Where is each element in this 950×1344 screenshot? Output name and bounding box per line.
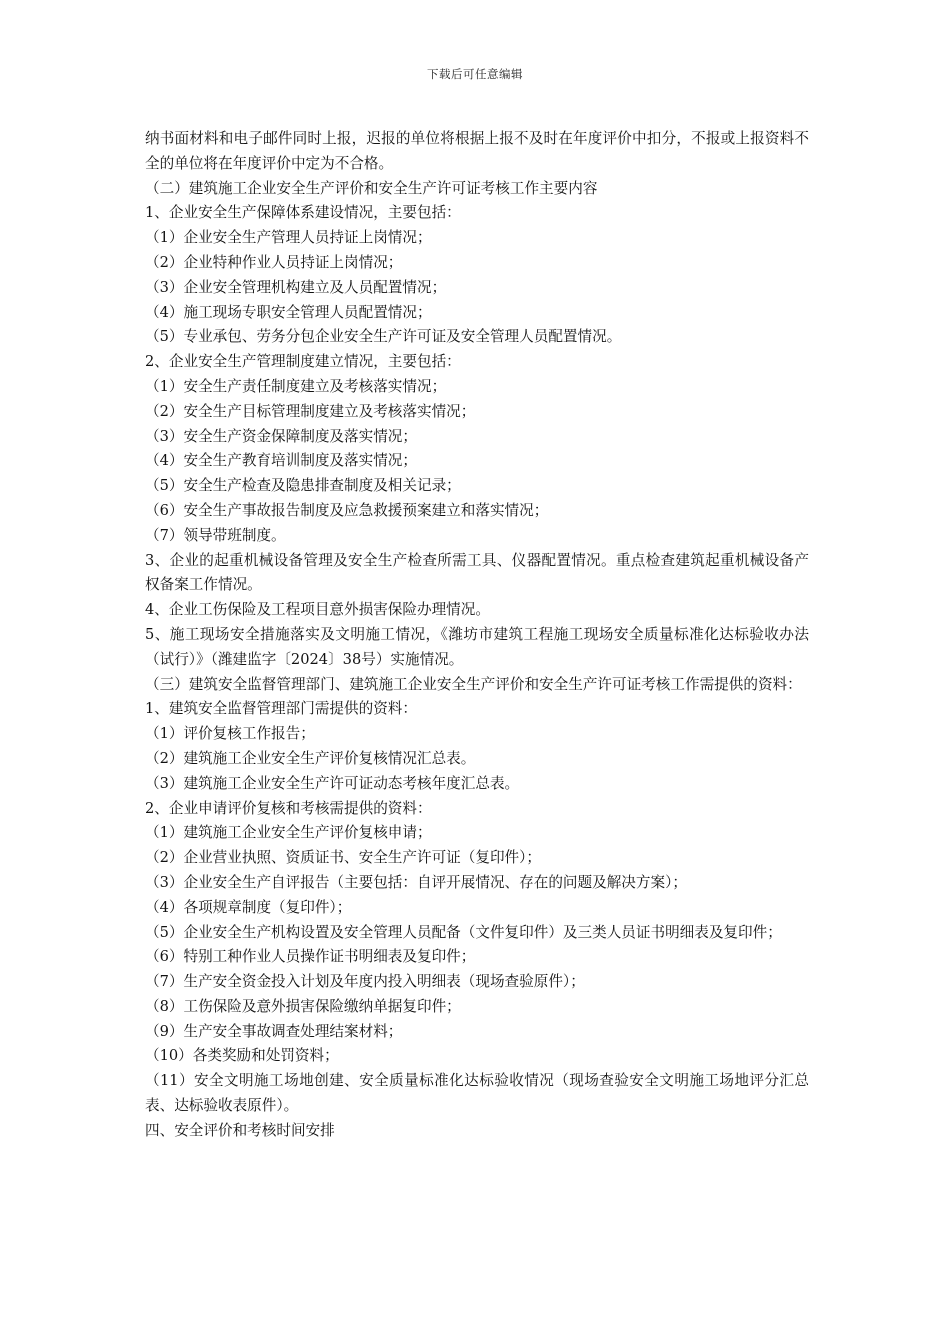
paragraph: 2、企业安全生产管理制度建立情况，主要包括： [145,353,461,371]
paragraph: （2）企业营业执照、资质证书、安全生产许可证（复印件）； [145,849,542,867]
paragraph: （2）企业特种作业人员持证上岗情况； [145,253,403,271]
paragraph: 1、建筑安全监督管理部门需提供的资料： [145,700,417,718]
paragraph: （5）企业安全生产机构设置及安全管理人员配备（文件复印件）及三类人员证书明细表及复印件； [145,923,782,941]
paragraph: （8）工伤保险及意外损害保险缴纳单据复印件； [145,997,461,1015]
paragraph: （1）评价复核工作报告； [145,725,315,743]
paragraph: （1）安全生产责任制度建立及考核落实情况； [145,377,447,395]
paragraph: 纳书面材料和电子邮件同时上报，迟报的单位将根据上报不及时在年度评价中扣分，不报或上报资料不全的单位将在年度评价中定为不合格。 [145,130,809,172]
paragraph: （3）安全生产资金保障制度及落实情况； [145,427,417,445]
paragraph: （6）安全生产事故报告制度及应急救援预案建立和落实情况； [145,501,549,519]
paragraph: （7）生产安全资金投入计划及年度内投入明细表（现场查验原件）； [145,973,585,991]
paragraph: （二）建筑施工企业安全生产评价和安全生产许可证考核工作主要内容 [145,179,598,197]
paragraph: （9）生产安全事故调查处理结案材料； [145,1022,403,1040]
paragraph: （3）企业安全管理机构建立及人员配置情况； [145,278,447,296]
paragraph: （3）建筑施工企业安全生产许可证动态考核年度汇总表。 [145,774,520,792]
paragraph: （6）特别工种作业人员操作证书明细表及复印件； [145,948,476,966]
paragraph: 5、施工现场安全措施落实及文明施工情况，《潍坊市建筑工程施工现场安全质量标准化达标验收办法（试行）》（潍建监字〔2024〕38号）实施情况。 [145,625,809,668]
paragraph: （1）建筑施工企业安全生产评价复核申请； [145,824,432,842]
paragraph: （4）各项规章制度（复印件）； [145,898,352,916]
document-body [145,127,809,1144]
paragraph: （3）企业安全生产自评报告（主要包括：自评开展情况、存在的问题及解决方案）； [145,873,687,891]
paragraph: （4）施工现场专职安全管理人员配置情况； [145,303,432,321]
paragraph: 四、安全评价和考核时间安排 [145,1121,335,1139]
paragraph: 1、企业安全生产保障体系建设情况，主要包括： [145,204,461,222]
page-header: 下载后可任意编辑 [427,67,523,81]
paragraph: （10）各类奖励和处罚资料； [145,1047,339,1065]
paragraph: （2）安全生产目标管理制度建立及考核落实情况； [145,402,476,420]
paragraph: （11）安全文明施工场地创建、安全质量标准化达标验收情况（现场查验安全文明施工场地评分汇总表、达标验收表原件）。 [145,1072,809,1115]
paragraph: （三）建筑安全监督管理部门、建筑施工企业安全生产评价和安全生产许可证考核工作需提供的资料： [145,675,802,693]
paragraph: （7）领导带班制度。 [145,526,286,544]
paragraph: 2、企业申请评价复核和考核需提供的资料： [145,799,432,817]
paragraph: （5）专业承包、劳务分包企业安全生产许可证及安全管理人员配置情况。 [145,328,622,346]
paragraph: （1）企业安全生产管理人员持证上岗情况； [145,229,432,247]
paragraph: （5）安全生产检查及隐患排查制度及相关记录； [145,477,461,495]
paragraph: 4、企业工伤保险及工程项目意外损害保险办理情况。 [145,601,490,619]
paragraph: （2）建筑施工企业安全生产评价复核情况汇总表。 [145,749,476,767]
paragraph: （4）安全生产教育培训制度及落实情况； [145,452,417,470]
paragraph: 3、企业的起重机械设备管理及安全生产检查所需工具、仪器配置情况。重点检查建筑起重机械设备产权备案工作情况。 [145,551,809,594]
